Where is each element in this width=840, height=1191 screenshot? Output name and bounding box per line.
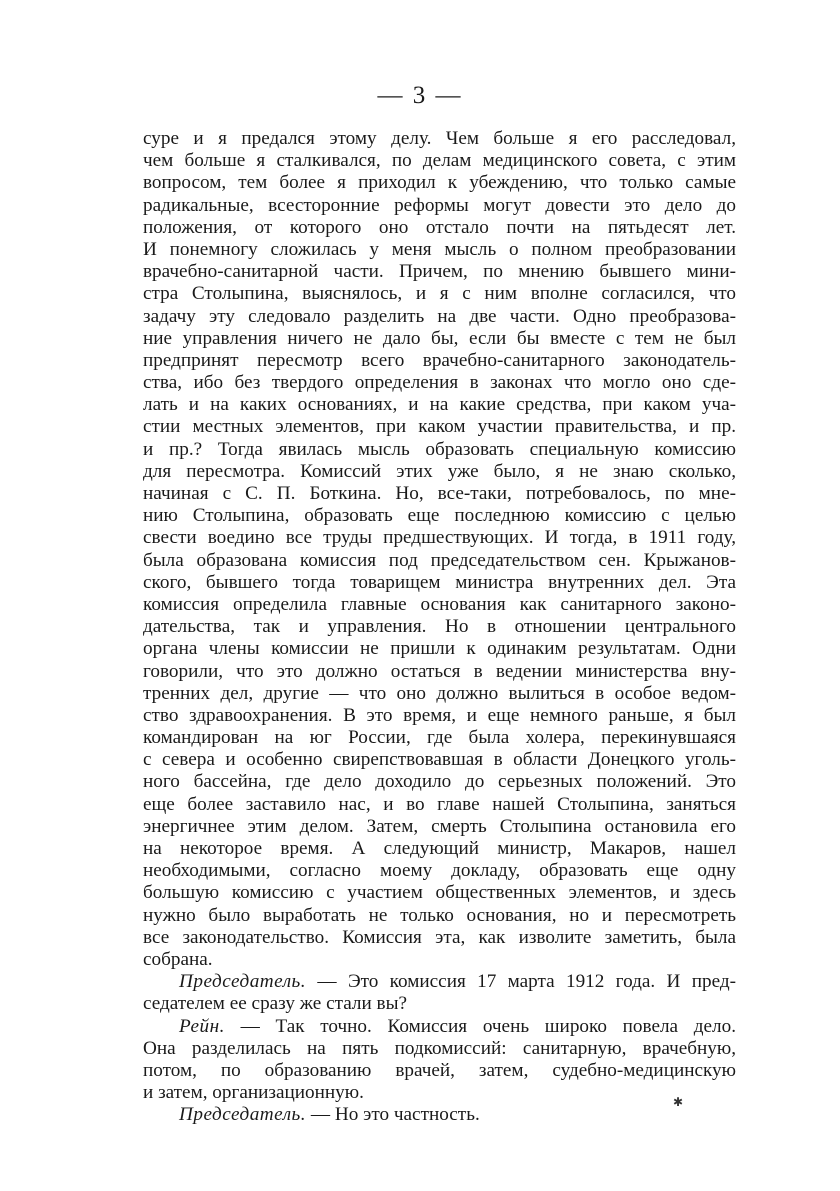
paragraph-exchange-1: [143, 971, 736, 1015]
text-line: нию Столыпина, образовать еще последнюю комиссию с целью: [143, 505, 736, 527]
printer-mark: ✱: [673, 1095, 684, 1109]
speaker-name: Председатель.: [179, 1104, 307, 1126]
text-line: ского, бывшего тогда товарищем министра внутренних дел. Эта: [143, 571, 736, 593]
text-line: необходимыми, согласно моему докладу, образовать еще одну: [143, 860, 736, 882]
page-number: — 3 —: [377, 82, 463, 109]
text-line: И понемногу сложилась у меня мысль о полном преобразовании: [143, 238, 736, 260]
text-line: собрана.: [143, 948, 213, 970]
text-line: ного бассейна, где дело доходило до серьезных положений. Это: [143, 771, 736, 793]
text-line: радикальные, всесторонние реформы могут довести это дело до: [143, 194, 736, 216]
speaker-name: Председатель.: [179, 971, 307, 993]
text-line: [143, 1016, 736, 1038]
text-line: стии местных элементов, при каком участии правительства, и пр.: [143, 416, 736, 438]
text-line: начиная с С. П. Боткина. Но, все-таки, потребовалось, по мне-: [143, 483, 736, 504]
text-line: [143, 971, 736, 993]
text-line: энергичнее этим делом. Затем, смерть Столыпина остановила его: [143, 815, 736, 837]
text-line: ство здравоохранения. В это время, и еще немного раньше, я был: [143, 704, 736, 726]
text-line: еще более заставило нас, и во главе нашей Столыпина, заняться: [143, 793, 736, 815]
text-line: тренних дел, другие — что оно должно вылиться в особое ведом-: [143, 682, 736, 704]
text-line: задачу эту следовало разделить на две части. Одно преобразова-: [143, 305, 736, 327]
paragraph-exchange-3: [143, 1104, 736, 1126]
text-line: врачебно-санитарной части. Причем, по мнению бывшего мини-: [143, 261, 736, 283]
text-line: была образована комиссия под председательством сен. Крыжанов-: [143, 549, 736, 571]
text-line: командирован на юг России, где была холера, перекинувшаяся: [143, 727, 736, 749]
text-line: нужно было выработать не только основания, но и пересмотреть: [143, 904, 736, 926]
text-line: с севера и особенно свирепствовавшая в области Донецкого уголь-: [143, 749, 736, 771]
text-line: комиссия определила главные основания как санитарного законо-: [143, 593, 736, 615]
text-line: и пр.? Тогда явилась мысль образовать специальную комиссию: [143, 438, 736, 460]
text-line: потом, по образованию врачей, затем, судебно-медицинскую: [143, 1059, 736, 1081]
text-line: на некоторое время. А следующий министр, Макаров, нашел: [143, 838, 736, 859]
speech-text: — Но это частность.: [306, 1104, 480, 1126]
text-line: [143, 1104, 736, 1126]
body-text: [143, 128, 736, 1126]
text-line: Она разделилась на пять подкомиссий: санитарную, врачебную,: [143, 1037, 736, 1059]
speech-text: — Так точно. Комиссия очень широко повела дело.: [224, 1015, 736, 1037]
text-line: предпринят пересмотр всего врачебно-санитарного законодатель-: [143, 349, 736, 371]
text-line: большую комиссию с участием общественных элементов, и здесь: [143, 882, 736, 904]
text-line: дательства, так и управления. Но в отношении центрального: [143, 616, 736, 638]
text-line: стра Столыпина, выяснялось, и я с ним вполне согласился, что: [143, 283, 736, 305]
text-line: органа члены комиссии не пришли к одинаким результатам. Одни: [143, 638, 736, 660]
text-line: положения, от которого оно отстало почти на пятьдесят лет.: [143, 216, 736, 238]
text-line: ства, ибо без твердого определения в законах что могло оно сде-: [143, 372, 736, 394]
speech-text: — Это комиссия 17 марта 1912 года. И пред-: [306, 971, 736, 993]
text-line: седателем ее сразу же стали вы?: [143, 993, 407, 1015]
text-line: суре и я предался этому делу. Чем больше я его расследовал,: [143, 128, 736, 149]
paragraph-narrative: [143, 128, 736, 971]
text-line: все законодательство. Комиссия эта, как изволите заметить, была: [143, 926, 736, 948]
text-line: чем больше я сталкивался, по делам медицинского совета, с этим: [143, 150, 736, 172]
speaker-name: Рейн.: [179, 1015, 225, 1037]
text-line: для пересмотра. Комиссий этих уже было, я не знаю сколько,: [143, 460, 736, 482]
text-line: свести воедино все труды предшествующих. И тогда, в 1911 году,: [143, 527, 736, 549]
text-line: лать и на каких основаниях, и на какие средства, при каком уча-: [143, 394, 736, 416]
text-line: ние управления ничего не дало бы, если бы вместе с тем не был: [143, 327, 736, 349]
paragraph-exchange-2: [143, 1016, 736, 1105]
text-line: и затем, организационную.: [143, 1082, 364, 1104]
text-line: говорили, что это должно остаться в ведении министерства вну-: [143, 660, 736, 682]
text-line: вопросом, тем более я приходил к убеждению, что только самые: [143, 172, 736, 194]
